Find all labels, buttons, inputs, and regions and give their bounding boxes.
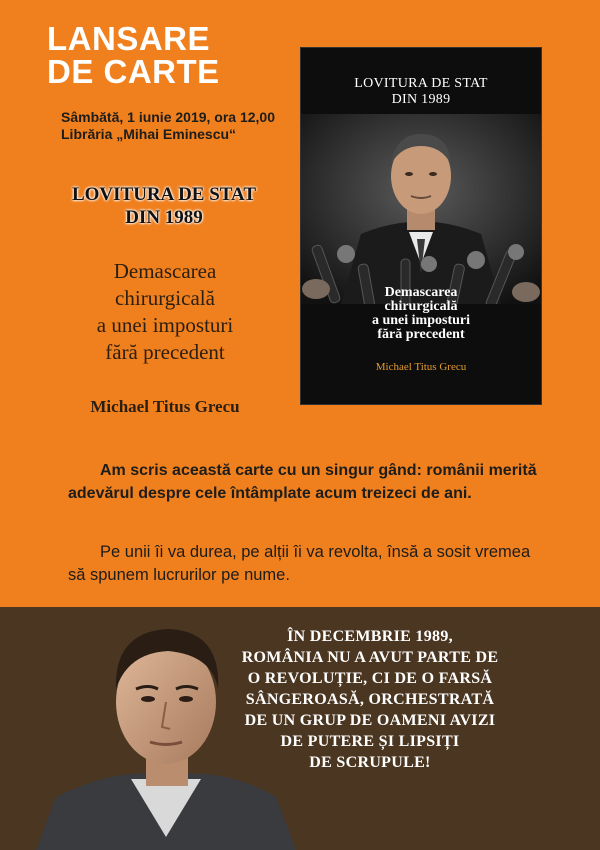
cover-photo: [301, 114, 541, 304]
quote-line: ROMÂNIA NU A AVUT PARTE DE: [241, 649, 499, 666]
quote-line: DE UN GRUP DE OAMENI AVIZI: [244, 712, 496, 729]
quote-line: DE SCRUPULE!: [309, 754, 431, 771]
event-title-line2: DE CARTE: [47, 53, 220, 90]
book-subtitle: [60, 258, 270, 366]
book-cover: [300, 47, 542, 405]
quote-line: ÎN DECEMBRIE 1989,: [287, 628, 453, 645]
second-paragraph: Pe unii îi va durea, pe alții îi va revolta, însă a sosit vremea să spunem lucrurilor pe nume.: [68, 543, 531, 584]
book-title-line2: DIN 1989: [125, 207, 203, 228]
quote-line: O REVOLUȚIE, CI DE O FARSĂ: [247, 670, 493, 687]
book-subtitle-line: fără precedent: [105, 340, 225, 364]
event-title: [47, 22, 287, 88]
cover-subtitle-line: a unei imposturi: [371, 313, 470, 328]
cover-subtitle-line: Demascarea: [384, 285, 458, 300]
book-title: [33, 183, 295, 229]
cover-subtitle-line: chirurgicală: [384, 299, 458, 314]
book-subtitle-line: a unei imposturi: [96, 313, 234, 337]
cover-subtitle: [301, 286, 541, 342]
event-venue: Librăria „Mihai Eminescu“: [61, 126, 237, 142]
quote-line: SÂNGEROASĂ, ORCHESTRATĂ: [245, 691, 495, 708]
cover-author: Michael Titus Grecu: [375, 361, 467, 373]
event-title-line1: LANSARE: [47, 20, 211, 57]
cover-title-line2: DIN 1989: [391, 92, 451, 107]
quote: [218, 626, 522, 773]
book-subtitle-line: chirurgicală: [115, 286, 215, 310]
event-info: [61, 109, 301, 143]
book-title-line1: LOVITURA DE STAT: [71, 184, 257, 205]
quote-line: DE PUTERE ȘI LIPSIȚI: [280, 733, 460, 750]
cover-title-line1: LOVITURA DE STAT: [354, 76, 488, 91]
cover-subtitle-line: fără precedent: [377, 327, 465, 342]
event-date: Sâmbătă, 1 iunie 2019, ora 12,00: [61, 109, 276, 125]
intro-paragraph: Am scris această carte cu un singur gând: românii merită adevărul despre cele întâmplate acum treizeci de ani.: [68, 462, 537, 502]
book-subtitle-line: Demascarea: [113, 259, 217, 283]
cover-title: [301, 76, 541, 108]
book-author: Michael Titus Grecu: [90, 397, 240, 416]
